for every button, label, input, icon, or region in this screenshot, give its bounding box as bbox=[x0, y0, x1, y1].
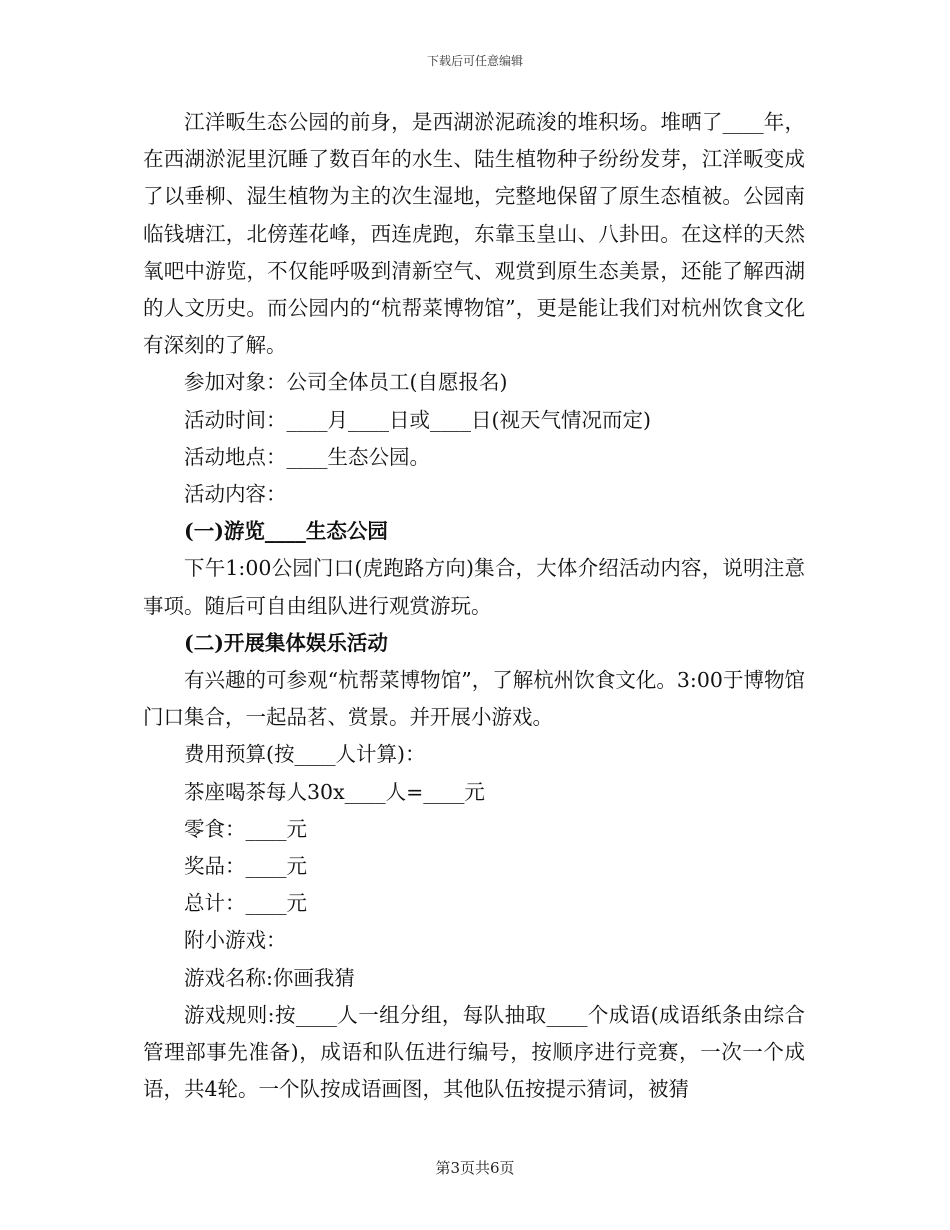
event-location-line: 活动地点：____生态公园。 bbox=[184, 444, 430, 469]
event-content-label: 活动内容： bbox=[184, 482, 287, 507]
game-name-line: 游戏名称:你画我猜 bbox=[184, 965, 355, 990]
section-heading-tour: (一)游览____生态公园 bbox=[184, 519, 388, 544]
budget-snacks-line: 零食：____元 bbox=[184, 816, 307, 841]
tour-paragraph: 下午1:00公园门口(虎跑路方向)集合，大体介绍活动内容，说明注意事项。随后可自由组队进行观赏游玩。 bbox=[143, 556, 805, 618]
intro-paragraph: 江洋畈生态公园的前身，是西湖淤泥疏浚的堆积场。堆晒了____年，在西湖淤泥里沉睡了数百年的水生、陆生植物种子纷纷发芽，江洋畈变成了以垂柳、湿生植物为主的次生湿地，完整地保留了原生态植被。公园南临钱塘江，北傍莲花峰，西连虎跑，东靠玉皇山、八卦田。在这样的天然氧吧中游览，不仅能呼吸到清新空气、观赏到原生态美景，还能了解西湖的人文历史。而公园内的“杭帮菜博物馆”，更是能让我们对杭州饮食文化有深刻的了解。 bbox=[143, 110, 805, 358]
game-rules-paragraph: 游戏规则:按____人一组分组，每队抽取____个成语(成语纸条由综合管理部事先准备)，成语和队伍进行编号，按顺序进行竞赛，一次一个成语，共4轮。一个队按成语画图，其他队伍按提示猜词，被猜 bbox=[143, 1002, 805, 1102]
budget-label: 费用预算(按____人计算)： bbox=[184, 742, 426, 767]
activities-paragraph: 有兴趣的可参观“杭帮菜博物馆”，了解杭州饮食文化。3:00于博物馆门口集合，一起品茗、赏景。并开展小游戏。 bbox=[143, 668, 805, 730]
mini-game-label: 附小游戏： bbox=[184, 928, 287, 953]
participants-line: 参加对象：公司全体员工(自愿报名) bbox=[184, 370, 508, 395]
event-time-line: 活动时间：____月____日或____日(视天气情况而定) bbox=[184, 407, 651, 432]
page-header: 下载后可任意编辑 bbox=[426, 54, 523, 68]
budget-tea-line: 茶座喝茶每人30x____人=____元 bbox=[184, 779, 485, 804]
document-body bbox=[143, 104, 805, 1108]
budget-total-line: 总计：____元 bbox=[184, 891, 307, 916]
budget-prizes-line: 奖品：____元 bbox=[184, 854, 307, 879]
section-heading-activities: (二)开展集体娱乐活动 bbox=[184, 630, 388, 655]
page-number: 第3页共6页 bbox=[435, 1159, 515, 1177]
